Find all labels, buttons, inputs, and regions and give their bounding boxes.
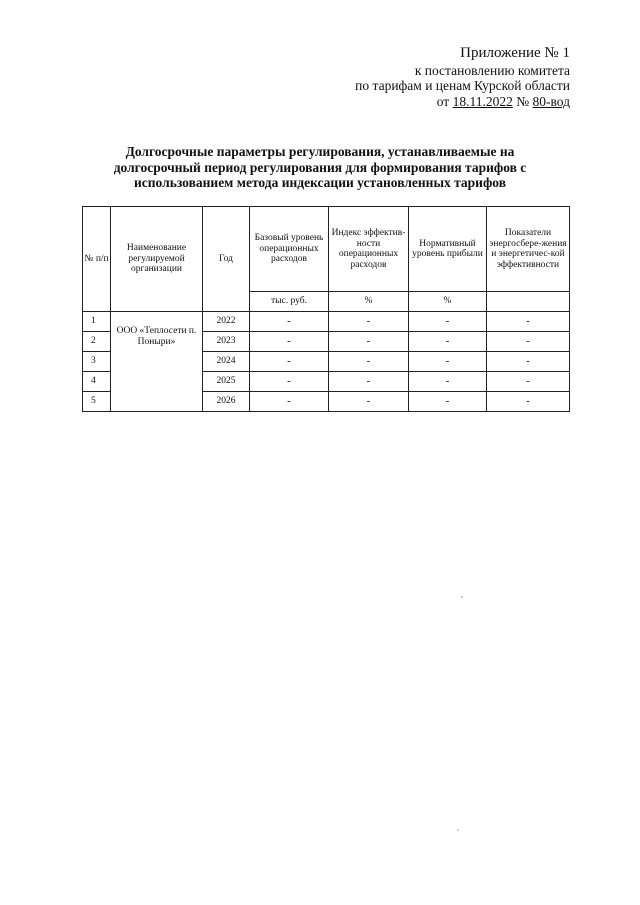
row-energy: - — [487, 352, 570, 372]
row-base: - — [250, 392, 329, 412]
title-line-1: Долгосрочные параметры регулирования, устанавливаемые на — [125, 144, 515, 159]
row-index: - — [329, 352, 409, 372]
row-profit: - — [409, 392, 487, 412]
row-year: 2024 — [203, 352, 250, 372]
row-year: 2022 — [203, 312, 250, 332]
appendix-date: 18.11.2022 — [452, 93, 513, 109]
unit-profit: % — [409, 292, 487, 312]
row-base: - — [250, 372, 329, 392]
row-index: - — [329, 372, 409, 392]
row-num: 5 — [83, 392, 111, 412]
appendix-date-prefix: от — [436, 93, 450, 109]
title-line-3: использованием метода индексации установленных тарифов — [134, 175, 506, 190]
appendix-line-2: к постановлению комитета — [414, 62, 570, 78]
row-num: 4 — [83, 372, 111, 392]
row-num: 2 — [83, 332, 111, 352]
appendix-number: 80-вод — [532, 93, 570, 109]
row-year: 2023 — [203, 332, 250, 352]
header-org: Наименование регулируемой организации — [111, 207, 203, 312]
row-energy: - — [487, 392, 570, 412]
row-energy: - — [487, 372, 570, 392]
row-profit: - — [409, 312, 487, 332]
unit-index: % — [329, 292, 409, 312]
header-index: Индекс эффектив-ности операционных расходов — [329, 207, 409, 292]
row-energy: - — [487, 312, 570, 332]
table-row — [83, 312, 570, 332]
appendix-number-sign: № — [516, 93, 530, 109]
header-base: Базовый уровень операционных расходов — [250, 207, 329, 292]
header-num: № п/п — [83, 207, 111, 312]
header-profit: Нормативный уровень прибыли — [409, 207, 487, 292]
row-num: 3 — [83, 352, 111, 372]
scan-speck — [457, 829, 459, 831]
row-index: - — [329, 392, 409, 412]
row-base: - — [250, 352, 329, 372]
row-profit: - — [409, 372, 487, 392]
row-base: - — [250, 312, 329, 332]
header-year: Год — [203, 207, 250, 312]
appendix-title: Приложение № 1 — [460, 45, 570, 61]
row-index: - — [329, 332, 409, 352]
appendix-date-line — [300, 94, 570, 110]
row-index: - — [329, 312, 409, 332]
header-energy: Показатели энергосбере-жения и энергетичес-кой эффективности — [487, 207, 570, 292]
header-row — [83, 207, 570, 292]
organization-name: ООО «Теплосети п. Поныри» — [111, 312, 203, 412]
row-num: 1 — [83, 312, 111, 332]
appendix-line-3: по тарифам и ценам Курской области — [355, 78, 570, 93]
row-year: 2026 — [203, 392, 250, 412]
row-profit: - — [409, 352, 487, 372]
parameters-table — [82, 206, 570, 412]
title-line-2: долгосрочный период регулирования для формирования тарифов с — [113, 159, 527, 175]
row-energy: - — [487, 332, 570, 352]
document-title — [60, 144, 580, 191]
row-profit: - — [409, 332, 487, 352]
unit-energy — [487, 292, 570, 312]
scan-speck — [461, 596, 463, 598]
appendix-block — [300, 46, 570, 109]
row-year: 2025 — [203, 372, 250, 392]
row-base: - — [250, 332, 329, 352]
unit-base: тыс. руб. — [250, 292, 329, 312]
